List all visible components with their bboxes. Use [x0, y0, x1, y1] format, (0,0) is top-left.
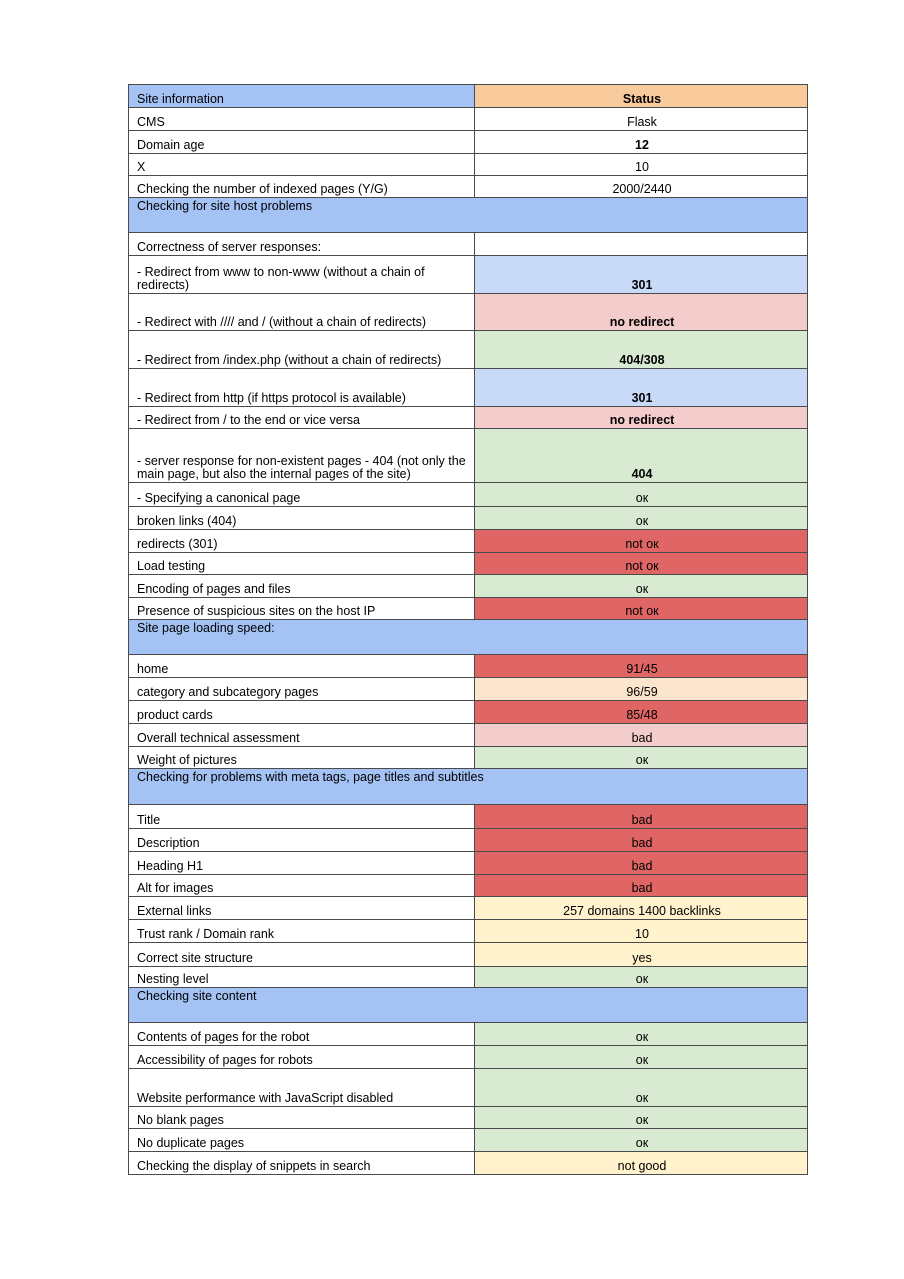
row-status: no redirect	[475, 407, 808, 429]
table-row	[129, 967, 808, 988]
section-header-row	[129, 198, 808, 233]
row-status: 96/59	[475, 678, 808, 701]
row-status: 301	[475, 369, 808, 407]
table-row	[129, 1069, 808, 1107]
section-header-row	[129, 988, 808, 1023]
row-label: X	[129, 154, 475, 176]
row-status: 10	[475, 920, 808, 943]
row-status: ок	[475, 483, 808, 507]
section-title: Checking site content	[129, 988, 808, 1023]
row-status: 301	[475, 256, 808, 294]
row-label: Presence of suspicious sites on the host IP	[129, 598, 475, 620]
row-label: - Redirect from / to the end or vice versa	[129, 407, 475, 429]
section-title: Site page loading speed:	[129, 620, 808, 655]
row-label: Contents of pages for the robot	[129, 1023, 475, 1046]
row-status: ок	[475, 1046, 808, 1069]
row-label: - Redirect from http (if https protocol is available)	[129, 369, 475, 407]
row-status: 404/308	[475, 331, 808, 369]
section-title: Checking for problems with meta tags, page titles and subtitles	[129, 769, 808, 805]
row-status: not good	[475, 1152, 808, 1175]
row-label: Alt for images	[129, 875, 475, 897]
row-label: Checking the display of snippets in search	[129, 1152, 475, 1175]
table-row	[129, 724, 808, 747]
row-label: - server response for non-existent pages - 404 (not only the main page, but also the internal pages of the site)	[129, 429, 475, 483]
site-audit-table-body	[129, 85, 808, 1175]
table-row	[129, 805, 808, 829]
table-row	[129, 331, 808, 369]
table-row	[129, 875, 808, 897]
row-label: Overall technical assessment	[129, 724, 475, 747]
table-row	[129, 655, 808, 678]
row-status: 2000/2440	[475, 176, 808, 198]
table-row	[129, 598, 808, 620]
row-status: 91/45	[475, 655, 808, 678]
table-row	[129, 176, 808, 198]
row-status: ок	[475, 747, 808, 769]
row-status: ок	[475, 1107, 808, 1129]
row-status: ок	[475, 1023, 808, 1046]
table-row	[129, 897, 808, 920]
row-status: Flask	[475, 108, 808, 131]
table-row	[129, 131, 808, 154]
table-row	[129, 108, 808, 131]
row-label: No blank pages	[129, 1107, 475, 1129]
row-label: Correct site structure	[129, 943, 475, 967]
row-status: ок	[475, 1129, 808, 1152]
row-status: 85/48	[475, 701, 808, 724]
row-label: - Specifying a canonical page	[129, 483, 475, 507]
row-label: broken links (404)	[129, 507, 475, 530]
table-row	[129, 553, 808, 575]
row-label: Nesting level	[129, 967, 475, 988]
table-row	[129, 943, 808, 967]
row-label: home	[129, 655, 475, 678]
row-status: not ок	[475, 553, 808, 575]
table-row	[129, 369, 808, 407]
site-audit-table	[128, 84, 808, 1175]
row-status: no redirect	[475, 294, 808, 331]
row-status: bad	[475, 724, 808, 747]
table-row	[129, 294, 808, 331]
table-row	[129, 852, 808, 875]
table-row	[129, 233, 808, 256]
row-label: Website performance with JavaScript disabled	[129, 1069, 475, 1107]
row-label: Weight of pictures	[129, 747, 475, 769]
header-status: Status	[475, 85, 808, 108]
row-status: bad	[475, 805, 808, 829]
row-status: ок	[475, 967, 808, 988]
row-status: bad	[475, 875, 808, 897]
section-title: Checking for site host problems	[129, 198, 808, 233]
table-row	[129, 256, 808, 294]
row-status: 257 domains 1400 backlinks	[475, 897, 808, 920]
table-row	[129, 920, 808, 943]
header-row	[129, 85, 808, 108]
row-label: Title	[129, 805, 475, 829]
row-status: yes	[475, 943, 808, 967]
table-row	[129, 507, 808, 530]
row-status: ок	[475, 575, 808, 598]
row-status	[475, 233, 808, 256]
table-row	[129, 1023, 808, 1046]
section-header-row	[129, 769, 808, 805]
row-status: bad	[475, 852, 808, 875]
row-label: CMS	[129, 108, 475, 131]
row-label: Encoding of pages and files	[129, 575, 475, 598]
row-label: redirects (301)	[129, 530, 475, 553]
section-header-row	[129, 620, 808, 655]
header-site-information: Site information	[129, 85, 475, 108]
row-label: Load testing	[129, 553, 475, 575]
table-row	[129, 530, 808, 553]
row-status: 12	[475, 131, 808, 154]
table-row	[129, 1107, 808, 1129]
row-label: Accessibility of pages for robots	[129, 1046, 475, 1069]
row-label: Correctness of server responses:	[129, 233, 475, 256]
row-status: 404	[475, 429, 808, 483]
row-label: Checking the number of indexed pages (Y/G)	[129, 176, 475, 198]
row-label: - Redirect with //// and / (without a chain of redirects)	[129, 294, 475, 331]
table-row	[129, 747, 808, 769]
row-label: No duplicate pages	[129, 1129, 475, 1152]
table-row	[129, 1152, 808, 1175]
row-label: - Redirect from /index.php (without a chain of redirects)	[129, 331, 475, 369]
row-label: - Redirect from www to non-www (without a chain of redirects)	[129, 256, 475, 294]
table-row	[129, 701, 808, 724]
row-status: bad	[475, 829, 808, 852]
row-label: External links	[129, 897, 475, 920]
table-row	[129, 829, 808, 852]
row-status: ок	[475, 1069, 808, 1107]
row-status: ок	[475, 507, 808, 530]
row-status: not ок	[475, 598, 808, 620]
row-label: Trust rank / Domain rank	[129, 920, 475, 943]
row-status: not ок	[475, 530, 808, 553]
table-row	[129, 407, 808, 429]
table-row	[129, 429, 808, 483]
table-row	[129, 678, 808, 701]
table-row	[129, 575, 808, 598]
table-row	[129, 483, 808, 507]
row-label: Heading H1	[129, 852, 475, 875]
row-label: product cards	[129, 701, 475, 724]
row-label: category and subcategory pages	[129, 678, 475, 701]
row-label: Description	[129, 829, 475, 852]
table-row	[129, 1129, 808, 1152]
table-row	[129, 1046, 808, 1069]
table-row	[129, 154, 808, 176]
row-label: Domain age	[129, 131, 475, 154]
row-status: 10	[475, 154, 808, 176]
